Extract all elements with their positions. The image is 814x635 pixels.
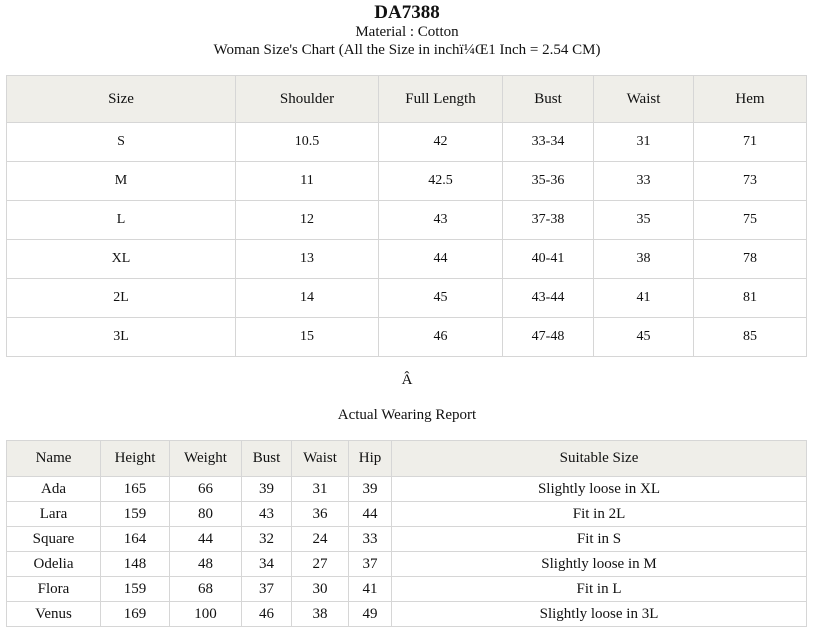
product-code-title: DA7388	[374, 2, 440, 23]
table-row	[7, 602, 807, 627]
table-cell: 48	[170, 552, 242, 577]
wearing-report-title: Actual Wearing Report	[337, 407, 477, 423]
table-cell: Venus	[7, 602, 101, 627]
table-cell: 169	[101, 602, 170, 627]
table-cell: 75	[694, 201, 807, 240]
table-cell: 46	[379, 318, 503, 357]
table-cell: 12	[236, 201, 379, 240]
table-row	[7, 123, 807, 162]
table-cell: 27	[292, 552, 349, 577]
table-cell: Odelia	[7, 552, 101, 577]
table-cell: S	[7, 123, 236, 162]
table-cell: 73	[694, 162, 807, 201]
table-row	[7, 577, 807, 602]
wearing-report-column-header: Suitable Size	[392, 441, 807, 477]
table-cell: 46	[242, 602, 292, 627]
table-cell: 35-36	[503, 162, 594, 201]
table-cell: 37	[349, 552, 392, 577]
table-row	[7, 240, 807, 279]
table-cell: Flora	[7, 577, 101, 602]
wearing-report-column-header: Hip	[349, 441, 392, 477]
table-row	[7, 162, 807, 201]
table-cell: 34	[242, 552, 292, 577]
table-cell: 71	[694, 123, 807, 162]
table-cell: 13	[236, 240, 379, 279]
table-cell: 44	[170, 527, 242, 552]
table-cell: 47-48	[503, 318, 594, 357]
table-cell: Fit in L	[392, 577, 807, 602]
table-cell: 14	[236, 279, 379, 318]
wearing-report-column-header: Name	[7, 441, 101, 477]
table-cell: 42	[379, 123, 503, 162]
table-cell: Ada	[7, 477, 101, 502]
wearing-report-column-header: Height	[101, 441, 170, 477]
size-chart-column-header: Hem	[694, 76, 807, 123]
document-header	[0, 0, 814, 59]
table-row	[7, 552, 807, 577]
wearing-report-column-header: Waist	[292, 441, 349, 477]
table-cell: 44	[379, 240, 503, 279]
table-cell: 31	[594, 123, 694, 162]
wearing-report-column-header: Weight	[170, 441, 242, 477]
separator-mark: Â	[401, 372, 413, 388]
table-cell: 49	[349, 602, 392, 627]
table-cell: 33-34	[503, 123, 594, 162]
table-cell: 41	[349, 577, 392, 602]
table-cell: 40-41	[503, 240, 594, 279]
size-chart-column-header: Full Length	[379, 76, 503, 123]
table-row	[7, 527, 807, 552]
table-cell: M	[7, 162, 236, 201]
table-cell: 43	[379, 201, 503, 240]
table-cell: 100	[170, 602, 242, 627]
table-cell: 68	[170, 577, 242, 602]
size-chart-note: Woman Size's Chart (All the Size in inchï¼Œ1 Inch = 2.54 CM)	[213, 42, 601, 58]
table-cell: 39	[242, 477, 292, 502]
table-cell: 37-38	[503, 201, 594, 240]
table-cell: 31	[292, 477, 349, 502]
table-cell: L	[7, 201, 236, 240]
table-cell: 85	[694, 318, 807, 357]
table-cell: 38	[292, 602, 349, 627]
table-cell: 39	[349, 477, 392, 502]
table-cell: 78	[694, 240, 807, 279]
wearing-report-table	[6, 440, 807, 627]
size-chart-column-header: Shoulder	[236, 76, 379, 123]
size-chart-table	[6, 75, 807, 357]
table-row	[7, 318, 807, 357]
table-cell: 43-44	[503, 279, 594, 318]
table-cell: 44	[349, 502, 392, 527]
table-cell: Fit in S	[392, 527, 807, 552]
table-row	[7, 279, 807, 318]
table-cell: 24	[292, 527, 349, 552]
table-cell: 2L	[7, 279, 236, 318]
table-cell: Fit in 2L	[392, 502, 807, 527]
table-cell: 3L	[7, 318, 236, 357]
table-cell: 38	[594, 240, 694, 279]
table-cell: 45	[379, 279, 503, 318]
table-cell: 33	[349, 527, 392, 552]
table-cell: 41	[594, 279, 694, 318]
table-cell: Slightly loose in 3L	[392, 602, 807, 627]
table-cell: 15	[236, 318, 379, 357]
size-chart-header-row	[7, 76, 807, 123]
table-cell: 10.5	[236, 123, 379, 162]
table-cell: 36	[292, 502, 349, 527]
table-cell: 159	[101, 577, 170, 602]
table-row	[7, 201, 807, 240]
material-line: Material : Cotton	[355, 24, 459, 40]
table-cell: 164	[101, 527, 170, 552]
table-cell: Lara	[7, 502, 101, 527]
table-cell: 81	[694, 279, 807, 318]
wearing-report-header-row	[7, 441, 807, 477]
table-cell: 43	[242, 502, 292, 527]
size-chart-column-header: Waist	[594, 76, 694, 123]
table-cell: 66	[170, 477, 242, 502]
table-cell: 165	[101, 477, 170, 502]
table-cell: 35	[594, 201, 694, 240]
size-chart-column-header: Size	[7, 76, 236, 123]
table-row	[7, 502, 807, 527]
size-chart-column-header: Bust	[503, 76, 594, 123]
table-cell: 45	[594, 318, 694, 357]
table-cell: 11	[236, 162, 379, 201]
table-cell: Square	[7, 527, 101, 552]
table-cell: 33	[594, 162, 694, 201]
table-cell: Slightly loose in M	[392, 552, 807, 577]
wearing-report-column-header: Bust	[242, 441, 292, 477]
table-cell: 159	[101, 502, 170, 527]
table-cell: 80	[170, 502, 242, 527]
table-cell: 37	[242, 577, 292, 602]
table-cell: 42.5	[379, 162, 503, 201]
table-cell: 32	[242, 527, 292, 552]
table-cell: 148	[101, 552, 170, 577]
table-cell: XL	[7, 240, 236, 279]
table-cell: Slightly loose in XL	[392, 477, 807, 502]
table-cell: 30	[292, 577, 349, 602]
table-row	[7, 477, 807, 502]
